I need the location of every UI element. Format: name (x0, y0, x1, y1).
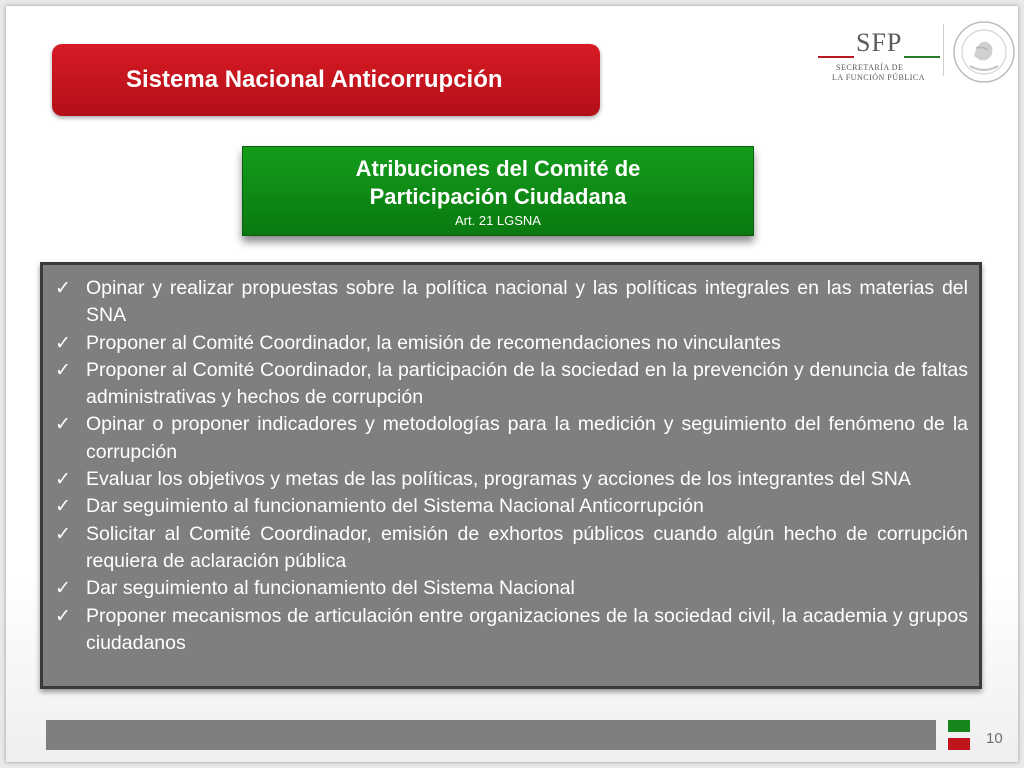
checkmark-icon: ✓ (55, 332, 71, 354)
checkmark-icon: ✓ (55, 496, 71, 518)
checkmark-icon: ✓ (55, 414, 71, 436)
footer-bar (46, 720, 936, 750)
logo-divider (943, 24, 944, 76)
list-item-text: Proponer mecanismos de articulación entre organizaciones de la sociedad civil, la academia y grupos ciudadanos (86, 604, 968, 654)
list-item-text: Proponer al Comité Coordinador, la emisión de recomendaciones no vinculantes (86, 331, 781, 354)
list-item-text: Opinar y realizar propuestas sobre la política nacional y las políticas integrales en las materias del SNA (86, 277, 968, 327)
list-item (55, 521, 968, 576)
sfp-acronym: SFP (856, 28, 903, 57)
list-item-text: Proponer al Comité Coordinador, la participación de la sociedad en la prevención y denuncia de faltas administrativas y hechos de corrupción (86, 358, 968, 409)
list-item-text: Solicitar al Comité Coordinador, emisión de exhortos públicos cuando algún hecho de corrupción requiera de aclaración pública (86, 522, 968, 572)
list-item (55, 357, 968, 412)
attributions-list (43, 265, 979, 657)
checkmark-icon: ✓ (55, 578, 71, 600)
mexican-coat-of-arms-icon (952, 20, 1016, 84)
sfp-logo (818, 28, 943, 84)
list-item (55, 411, 968, 466)
section-heading-box (242, 146, 754, 236)
section-heading-line1: Atribuciones del Comité de (355, 156, 641, 181)
slide-title (52, 44, 600, 116)
slide-title-text: Sistema Nacional Anticorrupción (126, 66, 503, 93)
slide (6, 6, 1018, 762)
sfp-name-line2: LA FUNCIÓN PÚBLICA (832, 73, 926, 82)
checkmark-icon: ✓ (55, 469, 71, 491)
flag-red-stripe (948, 738, 970, 750)
logo-red-stripe (818, 56, 854, 58)
checkmark-icon: ✓ (55, 359, 71, 381)
list-item (55, 493, 968, 520)
list-item (55, 575, 968, 602)
page-number: 10 (986, 730, 1003, 747)
attributions-list-panel (40, 262, 982, 689)
checkmark-icon: ✓ (55, 523, 71, 545)
list-item-text: Dar seguimiento al funcionamiento del Sistema Nacional Anticorrupción (86, 495, 704, 518)
list-item-text: Dar seguimiento al funcionamiento del Sistema Nacional (86, 577, 575, 600)
sfp-name-line1: SECRETARÍA DE (836, 63, 904, 72)
checkmark-icon: ✓ (55, 605, 71, 627)
list-item (55, 275, 968, 330)
list-item-text: Evaluar los objetivos y metas de las políticas, programas y acciones de los integrantes del SNA (86, 468, 911, 491)
list-item-text: Opinar o proponer indicadores y metodologías para la medición y seguimiento del fenómeno de la corrupción (86, 413, 968, 463)
list-item (55, 466, 968, 493)
legal-reference: Art. 21 LGSNA (455, 213, 541, 228)
checkmark-icon: ✓ (55, 278, 71, 299)
flag-green-stripe (948, 720, 970, 732)
logo-green-stripe (904, 56, 940, 58)
list-item (55, 330, 968, 357)
list-item (55, 603, 968, 658)
section-heading-line2: Participación Ciudadana (369, 184, 627, 209)
